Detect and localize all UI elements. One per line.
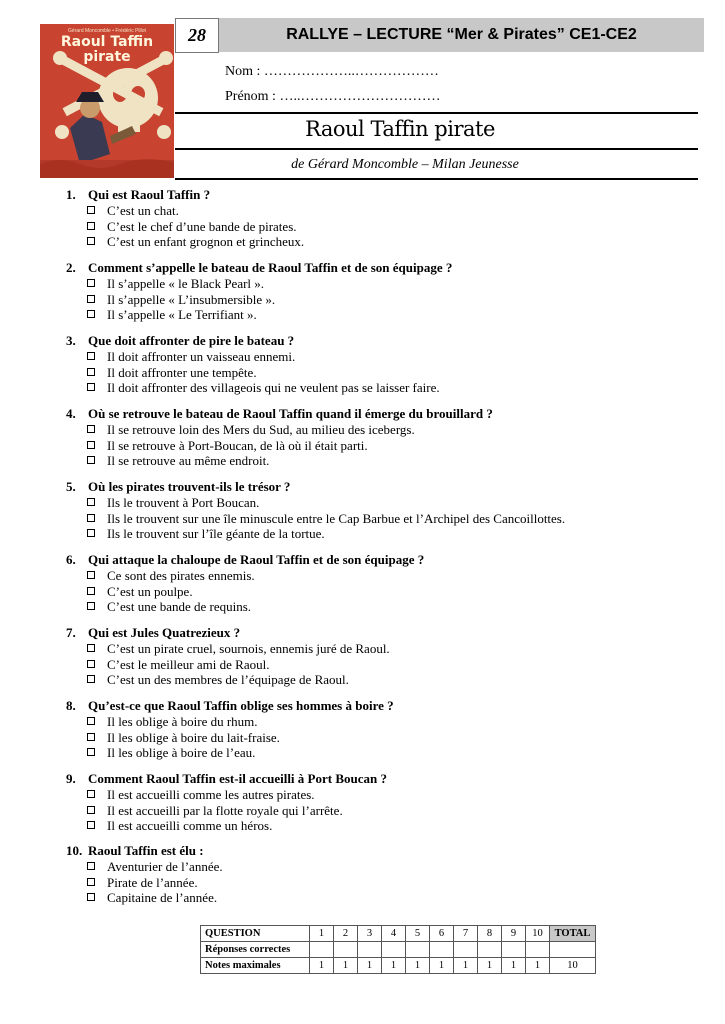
answer-option bbox=[87, 438, 368, 454]
score-max-cell: 1 bbox=[430, 958, 454, 974]
answer-option bbox=[87, 219, 297, 235]
checkbox-square-icon[interactable] bbox=[87, 310, 95, 318]
answer-option-text: Il doit affronter une tempête. bbox=[107, 364, 257, 380]
answer-option-text: C’est le chef d’une bande de pirates. bbox=[107, 218, 297, 234]
checkbox-square-icon[interactable] bbox=[87, 441, 95, 449]
answer-option bbox=[87, 292, 275, 308]
book-author: de Gérard Moncomble – Milan Jeunesse bbox=[291, 157, 519, 172]
score-table bbox=[200, 925, 596, 974]
answer-option-text: Il est accueilli comme les autres pirates. bbox=[107, 787, 315, 802]
book-title: Raoul Taffin pirate bbox=[305, 117, 495, 141]
question-title bbox=[66, 406, 493, 422]
checkbox-square-icon[interactable] bbox=[87, 529, 95, 537]
question-title bbox=[66, 187, 210, 203]
score-total-max: 10 bbox=[550, 958, 596, 974]
score-col-number: 1 bbox=[310, 926, 334, 942]
answer-option-text: Il s’appelle « L’insubmersible ». bbox=[107, 291, 276, 307]
answer-option-text: Il se retrouve à Port-Boucan, de là où il était parti. bbox=[107, 437, 368, 453]
score-row-label: Notes maximales bbox=[201, 958, 310, 974]
checkbox-square-icon[interactable] bbox=[87, 514, 95, 522]
answer-option-text: C’est le meilleur ami de Raoul. bbox=[107, 656, 270, 672]
score-max-cell: 1 bbox=[358, 958, 382, 974]
score-total-empty[interactable] bbox=[550, 942, 596, 958]
answer-option-text: Ce sont des pirates ennemis. bbox=[107, 568, 255, 583]
answer-option bbox=[87, 657, 269, 673]
checkbox-square-icon[interactable] bbox=[87, 644, 95, 652]
score-cell-empty[interactable] bbox=[406, 942, 430, 958]
answer-option bbox=[87, 495, 259, 511]
answer-option-text: Capitaine de l’année. bbox=[107, 890, 218, 905]
checkbox-square-icon[interactable] bbox=[87, 279, 95, 287]
score-max-cell: 1 bbox=[334, 958, 358, 974]
answer-option bbox=[87, 276, 264, 292]
answer-option-text: Il les oblige à boire du rhum. bbox=[107, 714, 258, 729]
question-title bbox=[66, 260, 452, 276]
question-number: 8. bbox=[66, 698, 76, 713]
answer-option-text: C’est un pirate cruel, sournois, ennemis juré de Raoul. bbox=[107, 641, 390, 656]
checkbox-square-icon[interactable] bbox=[87, 352, 95, 360]
checkbox-square-icon[interactable] bbox=[87, 675, 95, 683]
checkbox-square-icon[interactable] bbox=[87, 806, 95, 814]
score-cell-empty[interactable] bbox=[310, 942, 334, 958]
score-cell-empty[interactable] bbox=[478, 942, 502, 958]
checkbox-square-icon[interactable] bbox=[87, 602, 95, 610]
score-total-header: TOTAL bbox=[550, 926, 596, 942]
score-max-cell: 1 bbox=[454, 958, 478, 974]
checkbox-square-icon[interactable] bbox=[87, 571, 95, 579]
answer-option-text: Ils le trouvent à Port Boucan. bbox=[107, 495, 260, 510]
checkbox-square-icon[interactable] bbox=[87, 878, 95, 886]
score-max-cell: 1 bbox=[406, 958, 430, 974]
divider-top bbox=[175, 112, 698, 114]
answer-option bbox=[87, 641, 390, 657]
answer-option-text: Il les oblige à boire de l’eau. bbox=[107, 745, 256, 760]
answer-option-text: Il est accueilli par la flotte royale qui l’arrête. bbox=[107, 802, 343, 818]
answer-option-text: Aventurier de l’année. bbox=[107, 859, 223, 874]
question-title bbox=[66, 843, 204, 859]
question-text: Que doit affronter de pire le bateau ? bbox=[88, 333, 295, 348]
answer-option bbox=[87, 349, 295, 365]
question-text: Qui est Jules Quatrezieux ? bbox=[88, 625, 241, 640]
question-number: 10. bbox=[66, 843, 83, 858]
score-cell-empty[interactable] bbox=[382, 942, 406, 958]
answer-option bbox=[87, 859, 223, 875]
checkbox-square-icon[interactable] bbox=[87, 222, 95, 230]
answer-option bbox=[87, 568, 255, 584]
checkbox-square-icon[interactable] bbox=[87, 587, 95, 595]
score-row-questions bbox=[201, 926, 596, 942]
score-max-cell: 1 bbox=[502, 958, 526, 974]
checkbox-square-icon[interactable] bbox=[87, 368, 95, 376]
answer-option bbox=[87, 875, 198, 891]
question-text: Où les pirates trouvent-ils le trésor ? bbox=[88, 479, 291, 494]
answer-option bbox=[87, 365, 257, 381]
score-cell-empty[interactable] bbox=[502, 942, 526, 958]
answer-option bbox=[87, 380, 440, 396]
answer-option-text: Il se retrouve au même endroit. bbox=[107, 453, 270, 468]
checkbox-square-icon[interactable] bbox=[87, 660, 95, 668]
answer-option-text: Il s’appelle « le Black Pearl ». bbox=[107, 276, 265, 291]
answer-option-text: Il doit affronter des villageois qui ne veulent pas se laisser faire. bbox=[107, 380, 440, 395]
question-text: Comment s’appelle le bateau de Raoul Taffin et de son équipage ? bbox=[88, 260, 453, 275]
name-field-label: Nom : ………………..……………… bbox=[225, 64, 439, 79]
question-number: 9. bbox=[66, 771, 76, 786]
score-cell-empty[interactable] bbox=[334, 942, 358, 958]
score-col-number: 9 bbox=[502, 926, 526, 942]
checkbox-square-icon[interactable] bbox=[87, 748, 95, 756]
checkbox-square-icon[interactable] bbox=[87, 206, 95, 214]
answer-option bbox=[87, 818, 272, 834]
question-title bbox=[66, 479, 290, 495]
score-col-number: 10 bbox=[526, 926, 550, 942]
question-text: Qu’est-ce que Raoul Taffin oblige ses hommes à boire ? bbox=[88, 698, 394, 713]
answer-option bbox=[87, 584, 193, 600]
question-number: 2. bbox=[66, 260, 76, 275]
score-cell-empty[interactable] bbox=[454, 942, 478, 958]
question-text: Où se retrouve le bateau de Raoul Taffin quand il émerge du brouillard ? bbox=[88, 406, 493, 421]
answer-option bbox=[87, 890, 217, 906]
answer-option-text: Ils le trouvent sur l’île géante de la tortue. bbox=[107, 526, 325, 541]
answer-option bbox=[87, 511, 565, 527]
answer-option bbox=[87, 714, 258, 730]
answer-option-text: Ils le trouvent sur une île minuscule entre le Cap Barbue et l’Archipel des Cancoillottes. bbox=[107, 510, 566, 526]
checkbox-square-icon[interactable] bbox=[87, 498, 95, 506]
score-row-label: Réponses correctes bbox=[201, 942, 310, 958]
answer-option-text: C’est un chat. bbox=[107, 203, 179, 218]
answer-option bbox=[87, 745, 255, 761]
answer-option bbox=[87, 422, 415, 438]
answer-option-text: Il est accueilli comme un héros. bbox=[107, 818, 273, 833]
cover-title-line2: pirate bbox=[83, 49, 131, 65]
checkbox-square-icon[interactable] bbox=[87, 893, 95, 901]
score-col-number: 3 bbox=[358, 926, 382, 942]
answer-option bbox=[87, 672, 349, 688]
answer-option bbox=[87, 599, 251, 615]
score-max-cell: 1 bbox=[526, 958, 550, 974]
score-col-number: 4 bbox=[382, 926, 406, 942]
divider-middle bbox=[175, 148, 698, 150]
answer-option bbox=[87, 526, 325, 542]
score-cell-empty[interactable] bbox=[430, 942, 454, 958]
question-number: 5. bbox=[66, 479, 76, 494]
answer-option-text: C’est un poulpe. bbox=[107, 583, 193, 599]
question-text: Comment Raoul Taffin est-il accueilli à Port Boucan ? bbox=[88, 771, 387, 786]
question-number: 7. bbox=[66, 625, 76, 640]
answer-option-text: C’est un des membres de l’équipage de Raoul. bbox=[107, 672, 349, 687]
book-cover-image bbox=[40, 24, 174, 178]
cover-title-line1: Raoul Taffin bbox=[60, 34, 154, 50]
score-row-correct bbox=[201, 942, 596, 958]
score-row-label: QUESTION bbox=[201, 926, 310, 942]
sheet-number: 28 bbox=[175, 18, 219, 53]
checkbox-square-icon[interactable] bbox=[87, 821, 95, 829]
score-row-max bbox=[201, 958, 596, 974]
question-title bbox=[66, 333, 294, 349]
question-title bbox=[66, 771, 387, 787]
checkbox-square-icon[interactable] bbox=[87, 456, 95, 464]
score-max-cell: 1 bbox=[310, 958, 334, 974]
question-text: Qui est Raoul Taffin ? bbox=[88, 187, 211, 202]
cover-title bbox=[44, 35, 170, 65]
score-cell-empty[interactable] bbox=[358, 942, 382, 958]
answer-option-text: C’est un enfant grognon et grincheux. bbox=[107, 234, 305, 249]
question-number: 4. bbox=[66, 406, 76, 421]
checkbox-square-icon[interactable] bbox=[87, 425, 95, 433]
question-number: 1. bbox=[66, 187, 76, 202]
question-title bbox=[66, 698, 394, 714]
score-col-number: 7 bbox=[454, 926, 478, 942]
score-cell-empty[interactable] bbox=[526, 942, 550, 958]
answer-option-text: Il les oblige à boire du lait-fraise. bbox=[107, 729, 280, 745]
question-title bbox=[66, 552, 424, 568]
score-col-number: 5 bbox=[406, 926, 430, 942]
cover-authors: Gérard Moncomble • Frédéric Pillot bbox=[68, 28, 146, 34]
checkbox-square-icon[interactable] bbox=[87, 717, 95, 725]
answer-option bbox=[87, 730, 280, 746]
checkbox-square-icon[interactable] bbox=[87, 383, 95, 391]
checkbox-square-icon[interactable] bbox=[87, 237, 95, 245]
answer-option bbox=[87, 803, 343, 819]
header-title: RALLYE – LECTURE “Mer & Pirates” CE1-CE2 bbox=[219, 18, 704, 52]
answer-option-text: Pirate de l’année. bbox=[107, 874, 198, 890]
score-col-number: 2 bbox=[334, 926, 358, 942]
checkbox-square-icon[interactable] bbox=[87, 862, 95, 870]
score-max-cell: 1 bbox=[382, 958, 406, 974]
answer-option bbox=[87, 234, 304, 250]
question-title bbox=[66, 625, 240, 641]
answer-option bbox=[87, 787, 315, 803]
checkbox-square-icon[interactable] bbox=[87, 295, 95, 303]
answer-option-text: C’est une bande de requins. bbox=[107, 599, 252, 614]
answer-option bbox=[87, 203, 179, 219]
question-text: Raoul Taffin est élu : bbox=[88, 843, 204, 858]
question-text: Qui attaque la chaloupe de Raoul Taffin et de son équipage ? bbox=[88, 552, 425, 567]
score-col-number: 8 bbox=[478, 926, 502, 942]
question-number: 3. bbox=[66, 333, 76, 348]
firstname-field-label: Prénom : …..………………………… bbox=[225, 89, 441, 104]
score-col-number: 6 bbox=[430, 926, 454, 942]
answer-option bbox=[87, 307, 257, 323]
checkbox-square-icon[interactable] bbox=[87, 733, 95, 741]
question-number: 6. bbox=[66, 552, 76, 567]
answer-option-text: Il se retrouve loin des Mers du Sud, au milieu des icebergs. bbox=[107, 422, 415, 437]
answer-option bbox=[87, 453, 269, 469]
answer-option-text: Il doit affronter un vaisseau ennemi. bbox=[107, 349, 296, 364]
divider-bottom bbox=[175, 178, 698, 180]
checkbox-square-icon[interactable] bbox=[87, 790, 95, 798]
answer-option-text: Il s’appelle « Le Terrifiant ». bbox=[107, 307, 257, 322]
score-max-cell: 1 bbox=[478, 958, 502, 974]
